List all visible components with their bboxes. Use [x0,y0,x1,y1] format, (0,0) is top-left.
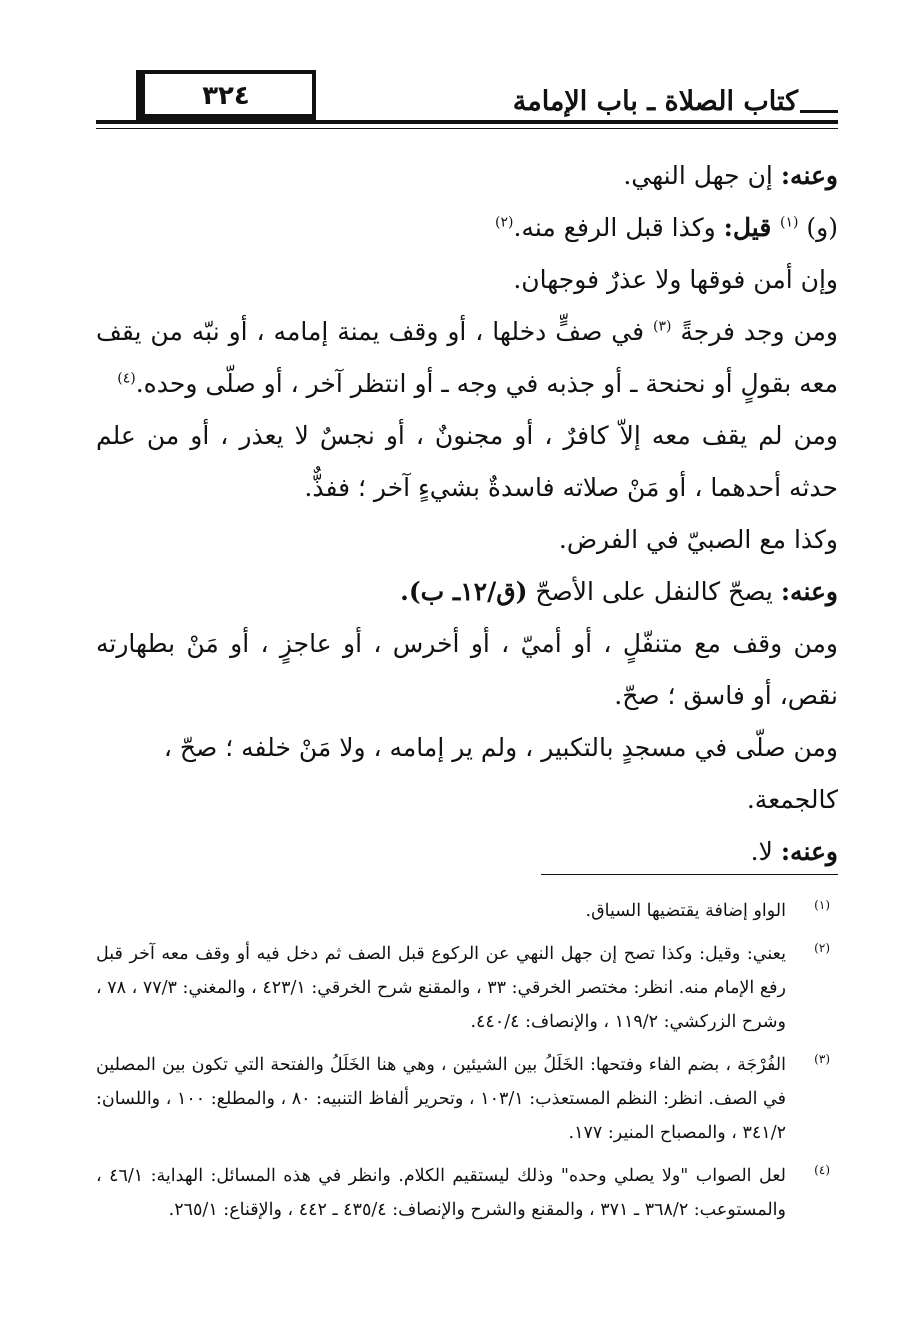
footnote-number: (١) [814,898,830,912]
footnotes [96,894,838,1236]
label-wanhu: وعنه: [780,837,838,866]
footnote-text: الواو إضافة يقتضيها السياق. [585,901,786,921]
text-line: ومن صلّى في مسجدٍ بالتكبير ، ولم ير إمامه ، ولا مَنْ خلفه ؛ صحّ ، كالجمعة. [163,733,838,814]
header-dash [800,110,838,113]
manuscript-ref: (ق/١٢ـ ب). [400,577,528,606]
line-text: وكذا قبل الرفع منه. [513,213,724,242]
footnote-text: يعني: وقيل: وكذا تصح إن جهل النهي عن الركوع قبل الصف ثم دخل فيه أو وقف معه آخر قبل رفع الإمام منه. انظر: مختصر الخرقي: ٣٣ ، والمقنع شرح الخرقي: ٤٢٣/١ ، والمغني: ٧٧/٣ ، ٧٨ ، وشرح الزركشي: ١١٩/٢ ، والإنصاف: ٤٤٠/٤. [96,944,786,1032]
page-number: ٣٢٤ [136,70,316,122]
text-line [96,826,838,878]
text-line: وإن أمن فوقها ولا عذرٌ فوجهان. [513,265,838,294]
label-wanhu: وعنه: [780,577,838,606]
text-line [96,150,838,202]
line-text: (و) [798,213,838,242]
text-paragraph [96,306,838,410]
footnote [96,937,838,1039]
text-line [96,566,838,618]
header-rule-thin [96,128,838,129]
text-line [96,202,838,254]
running-title: كتاب الصلاة ـ باب الإمامة [512,86,798,117]
header-rule [96,120,838,124]
footnote [96,1048,838,1150]
footnote [96,894,838,928]
main-text [96,150,838,878]
line-text: ومن وجد فرجةً [671,317,839,346]
footnote-number: (٢) [814,941,830,955]
text-paragraph: ومن وقف مع متنفّلٍ ، أو أميّ ، أو أخرس ، أو عاجزٍ ، أو مَنْ بطهارته نقص، أو فاسق ؛ صحّ. [96,629,838,710]
line-text: لا. [750,837,781,866]
line-text: في صفٍّ دخلها ، أو وقف يمنة إمامه ، أو نبّه من يقف معه بقولٍ أو نحنحة ـ أو جذبه في وجه ـ أو انتظر آخر ، أو صلّى وحده. [96,317,838,398]
text-line: وكذا مع الصبيّ في الفرض. [558,525,838,554]
footnote-text: لعل الصواب "ولا يصلي وحده" وذلك ليستقيم الكلام. وانظر في هذه المسائل: الهداية: ٤٦/١ ، والمستوعب: ٣٦٨/٢ ـ ٣٧١ ، والمقنع والشرح والإنصاف: ٤٣٥/٤ ـ ٤٤٢ ، والإقناع: ٢٦٥/١. [96,1166,786,1220]
footnote-number: (٤) [814,1163,830,1177]
line-text: إن جهل النهي. [623,161,781,190]
footnote-separator [541,874,838,875]
footnote-ref[interactable]: (٣) [653,318,672,335]
page-header [96,62,838,136]
footnote-ref[interactable]: (٤) [117,370,136,387]
line-text: يصحّ كالنفل على الأصحّ [527,577,781,606]
label-qila: قيل: [723,213,780,242]
footnote-ref[interactable]: (٢) [495,214,514,231]
text-paragraph: ومن لم يقف معه إلاّ كافرٌ ، أو مجنونٌ ، أو نجسٌ لا يعذر ، أو من علم حدثه أحدهما ، أو مَنْ صلاته فاسدةٌ بشيءٍ آخر ؛ ففذٌّ. [96,421,838,502]
footnote-ref[interactable]: (١) [780,214,799,231]
label-wanhu: وعنه: [780,161,838,190]
footnote-number: (٣) [814,1052,830,1066]
footnote-text: الفُرْجَة ، بضم الفاء وفتحها: الخَلَلُ بين الشيئين ، وهي هنا الخَلَلُ والفتحة التي تكون بين المصلين في الصف. انظر: النظم المستعذب: ١٠٣/١ ، وتحرير ألفاظ التنبيه: ٨٠ ، والمطلع: ١٠٠ ، واللسان: ٣٤١/٢ ، والمصباح المنير: ١٧٧. [96,1055,787,1143]
footnote [96,1159,838,1227]
